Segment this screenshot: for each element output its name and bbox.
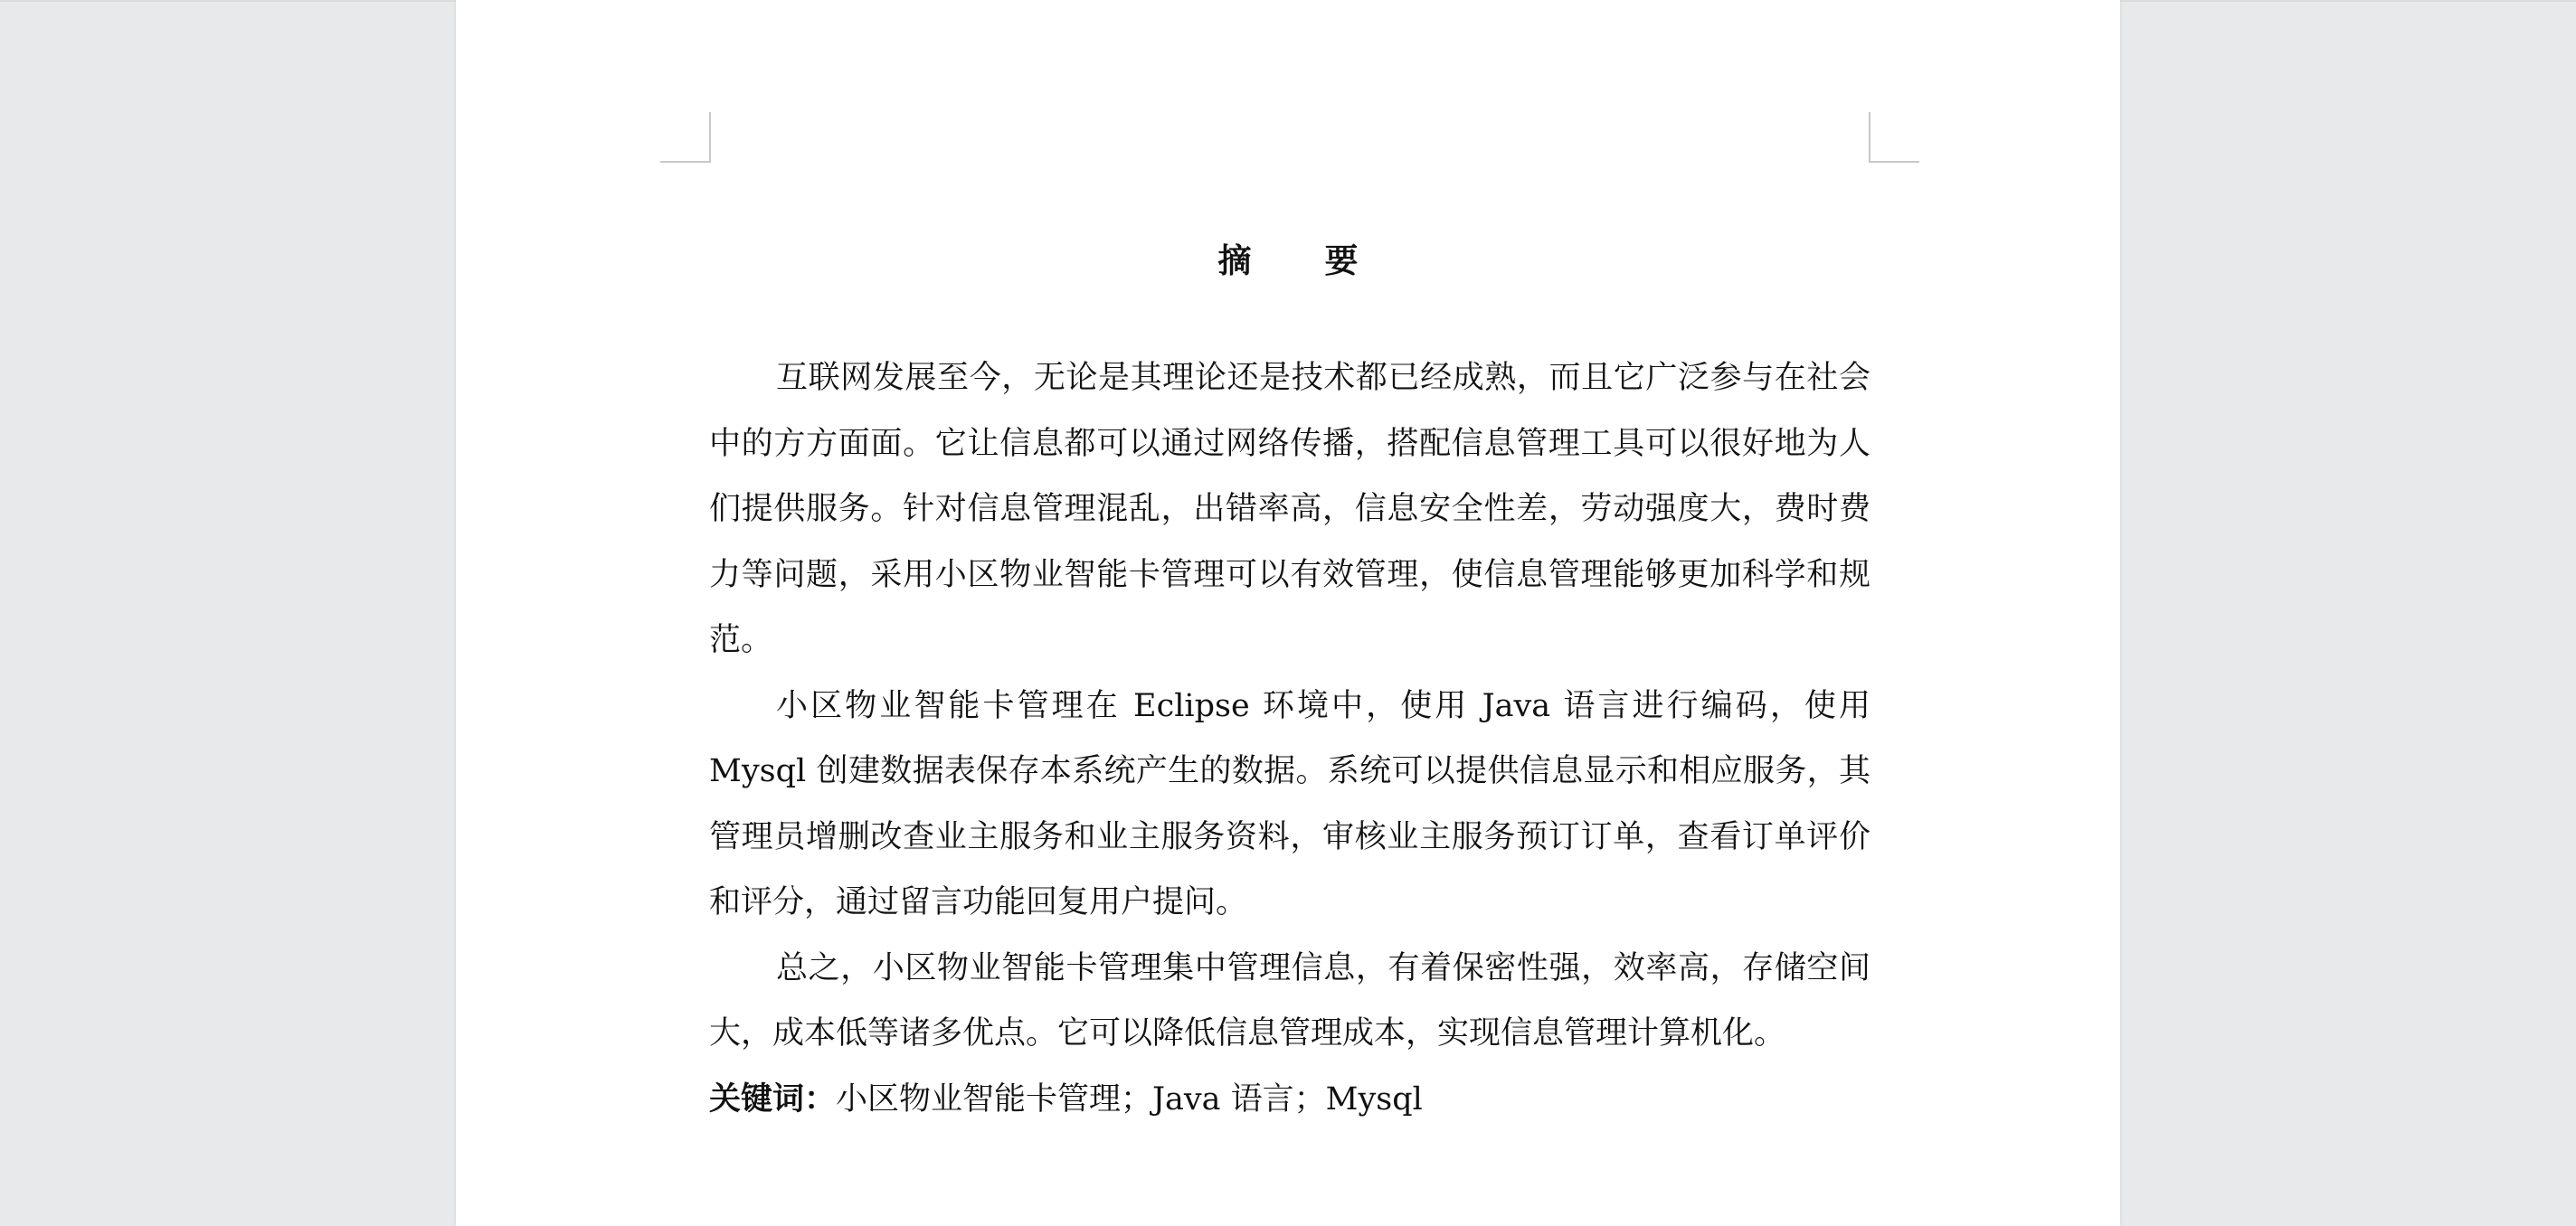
keywords-label: 关键词： [709,1080,837,1118]
abstract-paragraph-3: 总之，小区物业智能卡管理集中管理信息，有着保密性强，效率高，存储空间大，成本低等诸多优点。它可以降低信息管理成本，实现信息管理计算机化。 [709,949,1870,1052]
top-right-margin-mark [1869,112,1919,163]
document-page[interactable] [456,0,2120,1226]
abstract-paragraph-2: 小区物业智能卡管理在 Eclipse 环境中，使用 Java 语言进行编码，使用 Mysql 创建数据表保存本系统产生的数据。系统可以提供信息显示和相应服务，其管理员增删改查业主服务和业主服务资料，审核业主服务预订订单，查看订单评价和评分，通过留言功能回复用户提问。 [709,687,1870,920]
keywords-value: 小区物业智能卡管理；Java 语言；Mysql [836,1080,1423,1118]
top-left-margin-mark [660,112,711,163]
abstract-title: 摘 要 [1217,240,1378,280]
abstract-paragraph-1: 互联网发展至今，无论是其理论还是技术都已经成熟，而且它广泛参与在社会中的方方面面。它让信息都可以通过网络传播，搭配信息管理工具可以很好地为人们提供服务。针对信息管理混乱，出错率高，信息安全性差，劳动强度大，费时费力等问题，采用小区物业智能卡管理可以有效管理，使信息管理能够更加科学和规范。 [709,360,1870,658]
abstract-body [709,345,1870,1132]
keywords-line [709,1067,1870,1133]
